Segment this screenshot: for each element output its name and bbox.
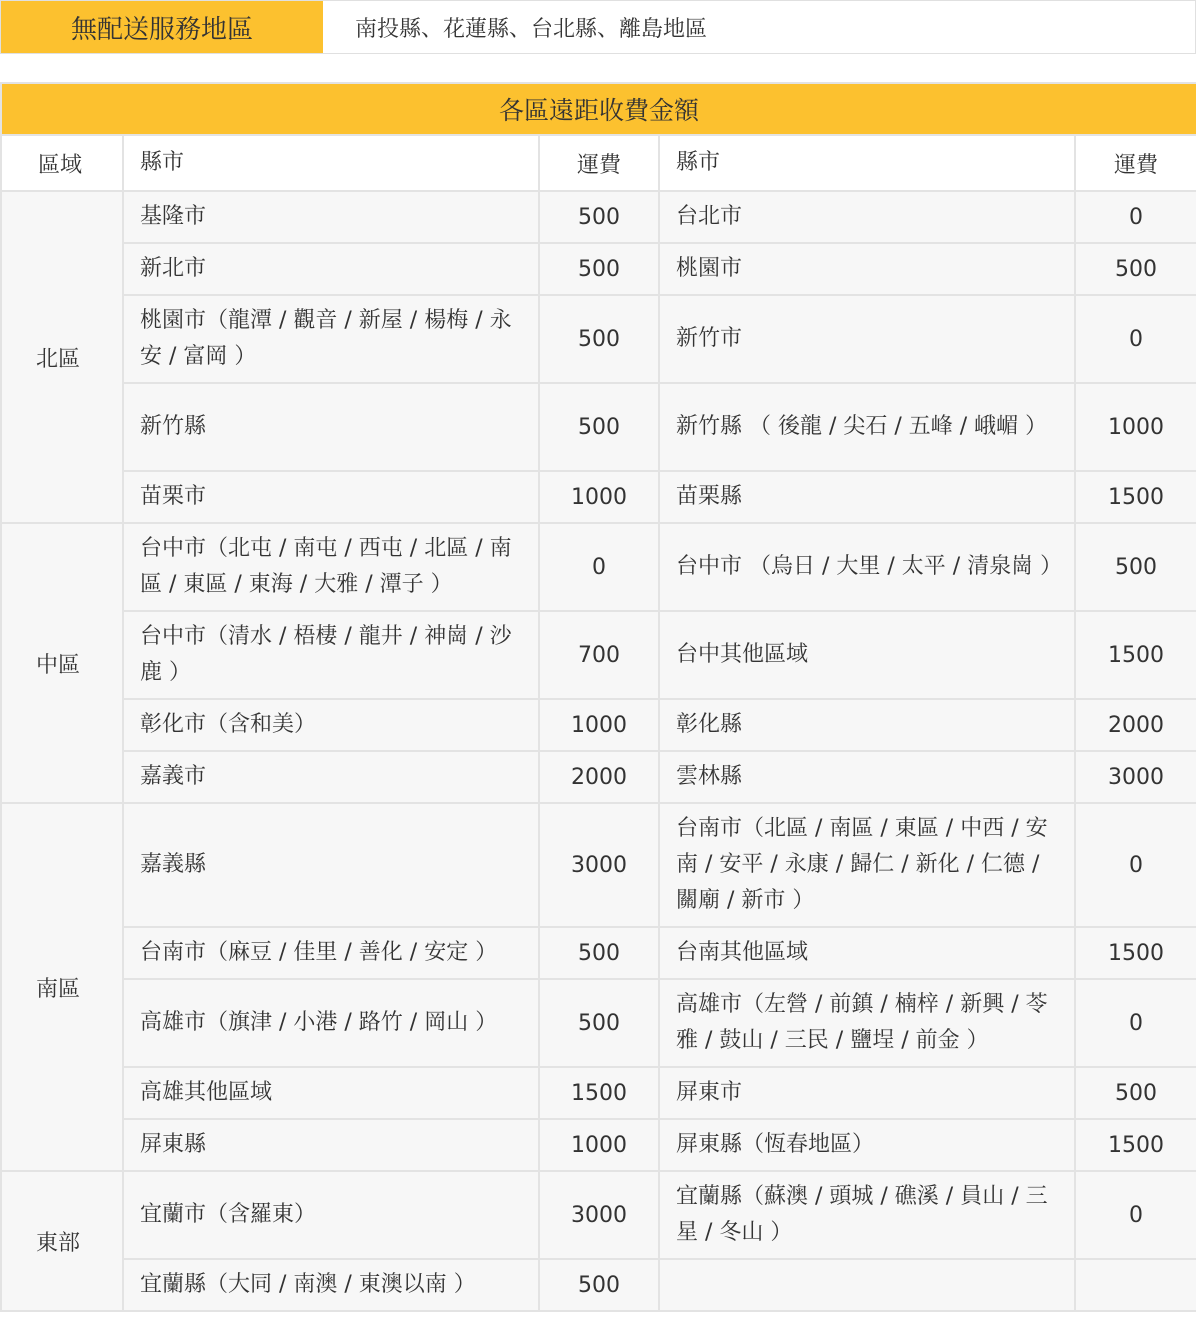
city-left: 新竹縣 [123,383,539,471]
fee-right: 3000 [1075,751,1196,803]
fee-right: 0 [1075,191,1196,243]
fee-left: 500 [539,1259,659,1311]
fee-right: 1500 [1075,927,1196,979]
city-left: 苗栗市 [123,471,539,523]
city-right: 高雄市（左營 / 前鎮 / 楠梓 / 新興 / 苓雅 / 鼓山 / 三民 / 鹽埕 / 前金 ） [659,979,1075,1067]
table-row [1,611,1196,699]
no-service-bar [0,0,1196,54]
table-row [1,1259,1196,1311]
fee-left: 2000 [539,751,659,803]
fee-right: 2000 [1075,699,1196,751]
fee-table-body [1,191,1196,1311]
fee-left: 500 [539,383,659,471]
city-left: 台中市（北屯 / 南屯 / 西屯 / 北區 / 南區 / 東區 / 東海 / 大雅 / 潭子 ） [123,523,539,611]
header-city-left: 縣市 [123,135,539,191]
fee-right: 0 [1075,979,1196,1067]
city-left: 宜蘭市（含羅東） [123,1171,539,1259]
header-city-right: 縣市 [659,135,1075,191]
city-right: 雲林縣 [659,751,1075,803]
fee-table-title: 各區遠距收費金額 [1,83,1196,135]
city-left: 台南市（麻豆 / 佳里 / 善化 / 安定 ） [123,927,539,979]
fee-left: 1500 [539,1067,659,1119]
fee-right: 500 [1075,1067,1196,1119]
zone-name: 中區 [1,523,123,803]
city-right: 新竹縣 （ 後龍 / 尖石 / 五峰 / 峨嵋 ） [659,383,1075,471]
table-row [1,383,1196,471]
zone-name: 南區 [1,803,123,1171]
fee-left: 500 [539,191,659,243]
table-row [1,191,1196,243]
city-right: 台北市 [659,191,1075,243]
city-right: 屏東市 [659,1067,1075,1119]
table-row [1,751,1196,803]
city-right [659,1259,1075,1311]
table-row [1,523,1196,611]
city-left: 嘉義縣 [123,803,539,927]
fee-left: 3000 [539,803,659,927]
fee-right: 1000 [1075,383,1196,471]
fee-left: 1000 [539,699,659,751]
fee-right: 0 [1075,803,1196,927]
city-right: 台南市（北區 / 南區 / 東區 / 中西 / 安南 / 安平 / 永康 / 歸仁 / 新化 / 仁德 / 關廟 / 新市 ） [659,803,1075,927]
city-left: 桃園市（龍潭 / 觀音 / 新屋 / 楊梅 / 永安 / 富岡 ） [123,295,539,383]
header-fee-left: 運費 [539,135,659,191]
table-row [1,1067,1196,1119]
fee-left: 3000 [539,1171,659,1259]
table-row [1,243,1196,295]
zone-name: 東部 [1,1171,123,1311]
zone-name: 北區 [1,191,123,523]
table-row [1,295,1196,383]
no-service-label: 無配送服務地區 [1,1,323,53]
fee-right: 0 [1075,1171,1196,1259]
no-service-regions: 南投縣、花蓮縣、台北縣、離島地區 [355,16,708,42]
fee-table [0,82,1196,1312]
city-right: 彰化縣 [659,699,1075,751]
table-row [1,1119,1196,1171]
city-right: 桃園市 [659,243,1075,295]
fee-left: 1000 [539,471,659,523]
fee-left: 1000 [539,1119,659,1171]
city-left: 嘉義市 [123,751,539,803]
city-left: 高雄市（旗津 / 小港 / 路竹 / 岡山 ） [123,979,539,1067]
fee-table-title-row [1,83,1196,135]
fee-left: 700 [539,611,659,699]
fee-right: 1500 [1075,611,1196,699]
fee-right: 1500 [1075,1119,1196,1171]
fee-right: 500 [1075,523,1196,611]
table-row [1,979,1196,1067]
city-left: 宜蘭縣（大同 / 南澳 / 東澳以南 ） [123,1259,539,1311]
city-right: 宜蘭縣（蘇澳 / 頭城 / 礁溪 / 員山 / 三星 / 冬山 ） [659,1171,1075,1259]
city-left: 彰化市（含和美） [123,699,539,751]
fee-left: 500 [539,927,659,979]
city-left: 台中市（清水 / 梧棲 / 龍井 / 神崗 / 沙鹿 ） [123,611,539,699]
fee-right: 0 [1075,295,1196,383]
city-left: 新北市 [123,243,539,295]
city-right: 台南其他區域 [659,927,1075,979]
fee-right: 1500 [1075,471,1196,523]
fee-left: 0 [539,523,659,611]
table-row [1,803,1196,927]
fee-left: 500 [539,979,659,1067]
city-left: 高雄其他區域 [123,1067,539,1119]
header-zone: 區域 [1,135,123,191]
city-left: 基隆市 [123,191,539,243]
city-right: 苗栗縣 [659,471,1075,523]
city-right: 台中市 （烏日 / 大里 / 太平 / 清泉崗 ） [659,523,1075,611]
fee-right: 500 [1075,243,1196,295]
city-right: 台中其他區域 [659,611,1075,699]
fee-left: 500 [539,243,659,295]
fee-left: 500 [539,295,659,383]
table-row [1,699,1196,751]
city-left: 屏東縣 [123,1119,539,1171]
header-fee-right: 運費 [1075,135,1196,191]
fee-table-header-row [1,135,1196,191]
table-row [1,1171,1196,1259]
table-row [1,927,1196,979]
city-right: 屏東縣（恆春地區） [659,1119,1075,1171]
fee-right [1075,1259,1196,1311]
city-right: 新竹市 [659,295,1075,383]
table-row [1,471,1196,523]
